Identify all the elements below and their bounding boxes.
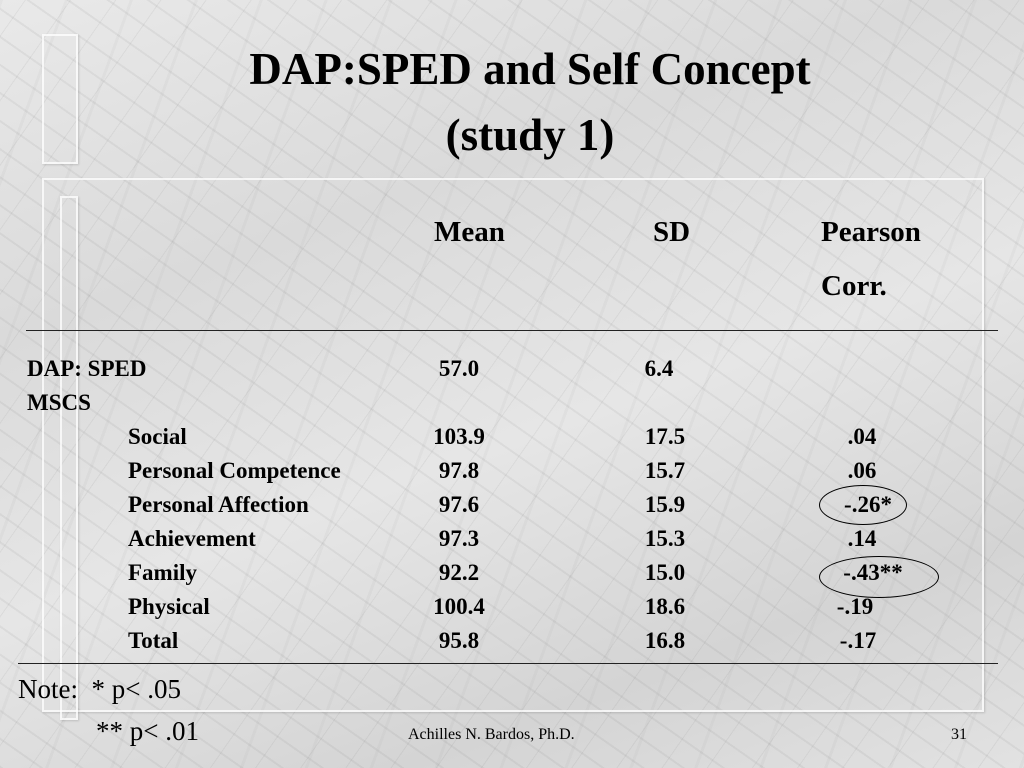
row-sd: 15.7 — [644, 458, 686, 483]
slide-title-line2: (study 1) — [445, 110, 615, 160]
note-significance-05: Note: * p< .05 — [18, 674, 181, 704]
row-label: Physical — [128, 594, 210, 619]
row-corr: .14 — [847, 526, 877, 551]
row-corr: .04 — [847, 424, 877, 449]
row-mean: 103.9 — [433, 424, 485, 449]
row-sd: 6.4 — [644, 356, 674, 381]
row-label: Social — [128, 424, 187, 449]
row-corr: .06 — [847, 458, 877, 483]
table-top-rule — [26, 330, 998, 331]
row-mean: 100.4 — [433, 594, 485, 619]
table-bottom-rule — [18, 663, 998, 664]
row-corr: -.19 — [836, 594, 874, 619]
row-sd: 15.0 — [644, 560, 686, 585]
header-sd: SD — [653, 216, 691, 248]
significance-circle — [819, 556, 939, 598]
row-label: Personal Competence — [128, 458, 341, 483]
row-label: Personal Affection — [128, 492, 309, 517]
row-corr: -.26* — [844, 492, 892, 517]
slide-title-line1: DAP:SPED and Self Concept — [249, 44, 811, 94]
header-mean: Mean — [434, 216, 505, 248]
row-sd: 16.8 — [644, 628, 686, 653]
row-mean: 57.0 — [438, 356, 480, 381]
row-sd: 15.9 — [644, 492, 686, 517]
decorative-frame-inner — [60, 196, 78, 720]
page-number: 31 — [951, 726, 967, 743]
header-pearson: Pearson — [821, 216, 921, 248]
row-mean: 97.6 — [438, 492, 480, 517]
row-label: MSCS — [27, 390, 91, 415]
row-mean: 97.8 — [438, 458, 480, 483]
row-label: Achievement — [128, 526, 256, 551]
row-mean: 92.2 — [438, 560, 480, 585]
row-label: Total — [128, 628, 179, 653]
row-sd: 15.3 — [644, 526, 686, 551]
row-sd: 17.5 — [644, 424, 686, 449]
row-sd: 18.6 — [644, 594, 686, 619]
header-corr: Corr. — [821, 270, 887, 302]
row-corr: -.17 — [839, 628, 877, 653]
row-label: Family — [128, 560, 197, 585]
row-label: DAP: SPED — [27, 356, 147, 381]
significance-circle — [819, 485, 907, 525]
footer-author: Achilles N. Bardos, Ph.D. — [408, 726, 575, 743]
note-significance-01: ** p< .01 — [96, 716, 199, 746]
row-mean: 97.3 — [438, 526, 480, 551]
row-corr: -.43** — [843, 560, 903, 585]
row-mean: 95.8 — [438, 628, 480, 653]
